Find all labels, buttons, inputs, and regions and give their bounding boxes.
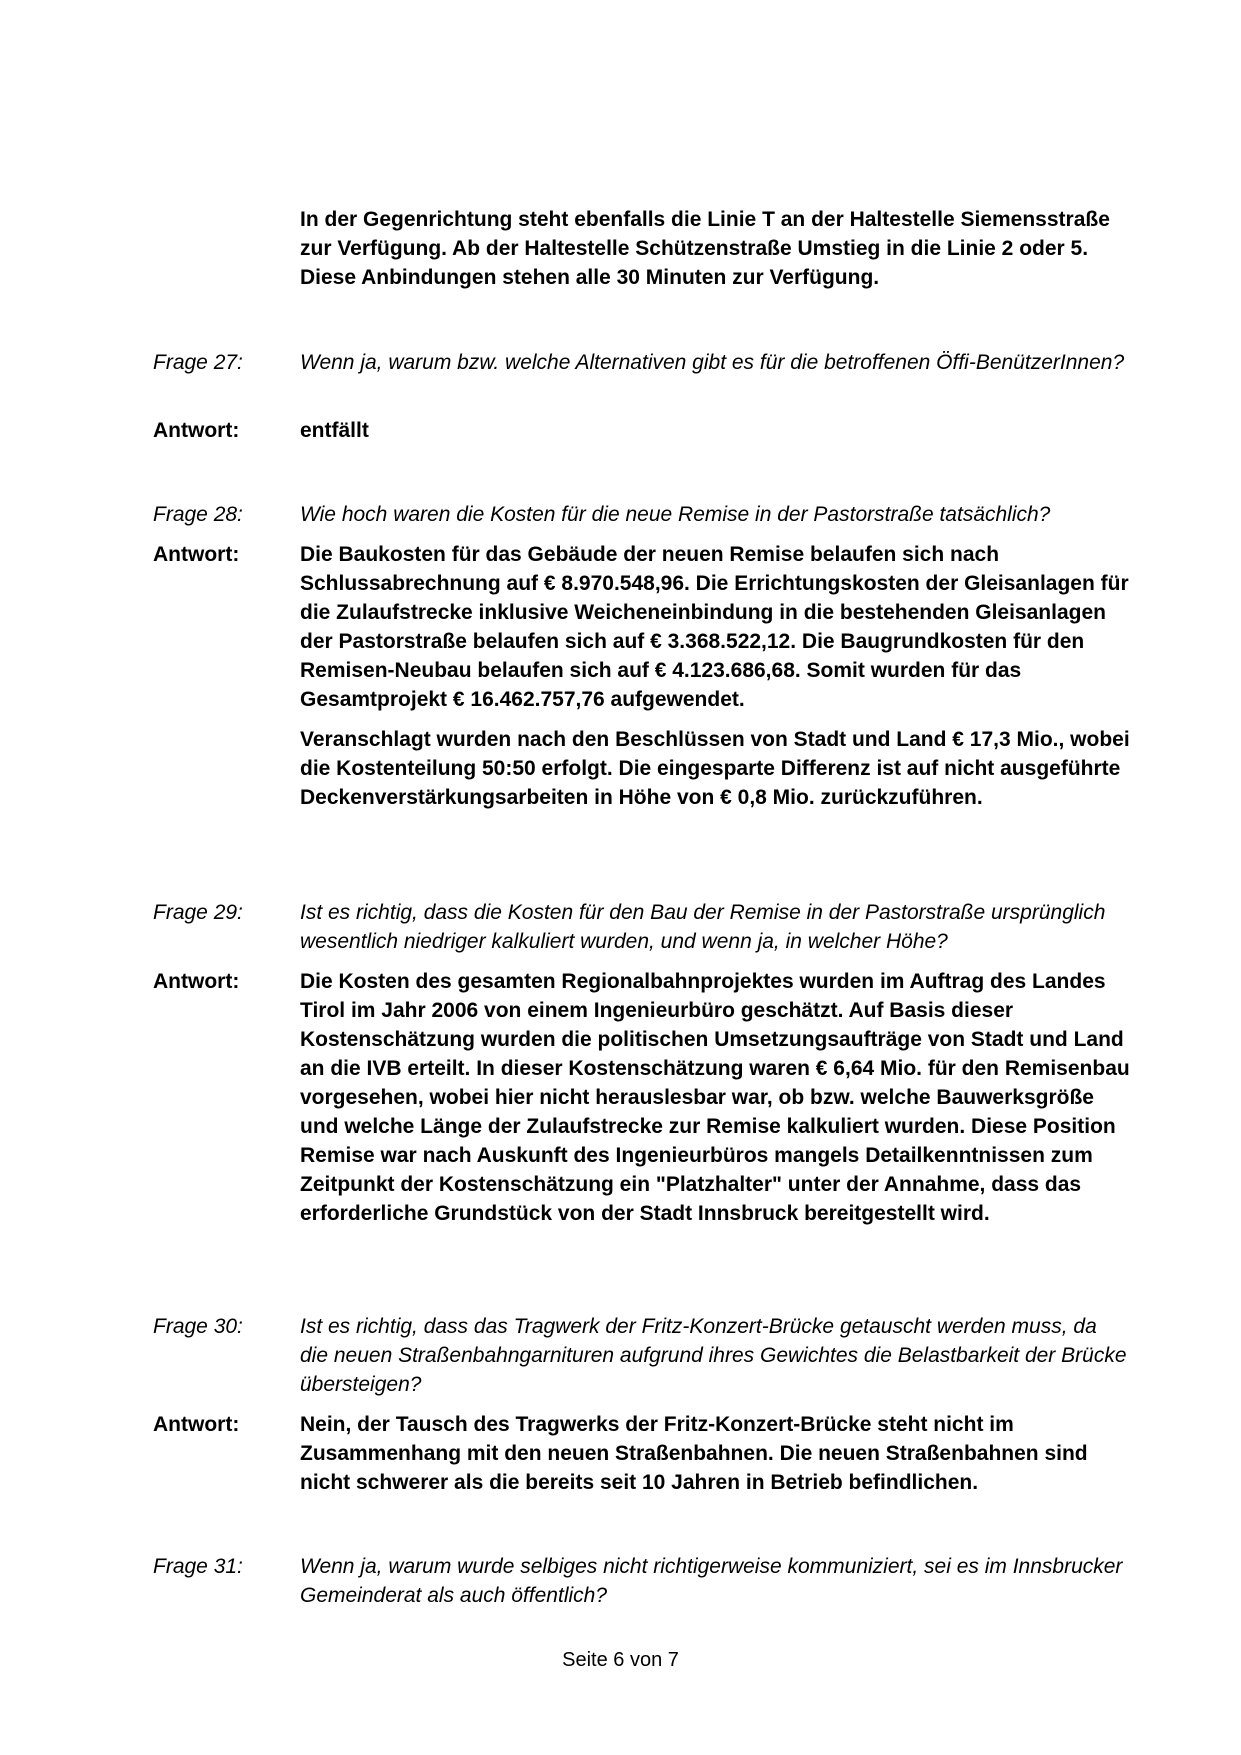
answer-text-29 (300, 967, 1130, 1228)
intro-text: In der Gegenrichtung steht ebenfalls die Linie T an der Haltestelle Siemensstraße zur Verfügung. Ab der Haltestelle Schützenstraße Umstieg in die Linie 2 oder 5. Diese Anbindungen stehen alle 30 Minuten zur Verfügung. (300, 208, 1110, 289)
question-text-28: Wie hoch waren die Kosten für die neue Remise in der Pastorstraße tatsächlich? (300, 503, 1051, 526)
question-text-30: Ist es richtig, dass das Tragwerk der Fritz-Konzert-Brücke getauscht werden muss, da die neuen Straßenbahngarnituren aufgrund ihres Gewichtes die Belastbarkeit der Brücke übersteigen? (300, 1315, 1127, 1396)
answer-text-28 (300, 540, 1130, 812)
answer-text-30 (300, 1410, 1130, 1497)
question-label-30: Frage 30: (153, 1315, 243, 1338)
answer-paragraph: Nein, der Tausch des Tragwerks der Fritz-Konzert-Brücke steht nicht im Zusammenhang mit den neuen Straßenbahnen. Die neuen Straßenbahnen sind nicht schwerer als die bereits seit 10 Jahren in Betrieb befindlichen. (300, 1413, 1088, 1494)
answer-label-29: Antwort: (153, 970, 240, 993)
page-number-footer: Seite 6 von 7 (562, 1649, 679, 1671)
question-label-27: Frage 27: (153, 351, 243, 374)
answer-paragraph: Die Kosten des gesamten Regionalbahnprojektes wurden im Auftrag des Landes Tirol im Jahr 2006 von einem Ingenieurbüro geschätzt. Auf Basis dieser Kostenschätzung wurden die politischen Umsetzungsaufträge von Stadt und Land an die IVB erteilt. In dieser Kostenschätzung waren € 6,64 Mio. für den Remisenbau vorgesehen, wobei hier nicht herauslesbar war, ob bzw. welche Bauwerksgröße und welche Länge der Zulaufstrecke zur Remise kalkuliert wurden. Diese Position Remise war nach Auskunft des Ingenieurbüros mangels Detailkenntnissen zum Zeitpunkt der Kostenschätzung ein "Platzhalter" unter der Annahme, dass das erforderliche Grundstück von der Stadt Innsbruck bereitgestellt wird. (300, 970, 1130, 1225)
answer-paragraph: entfällt (300, 419, 369, 442)
answer-text-27 (300, 416, 1130, 445)
answer-label-28: Antwort: (153, 543, 240, 566)
answer-label-30: Antwort: (153, 1413, 240, 1436)
question-label-28: Frage 28: (153, 503, 243, 526)
question-text-29: Ist es richtig, dass die Kosten für den Bau der Remise in der Pastorstraße ursprünglich wesentlich niedriger kalkuliert wurden, und wenn ja, in welcher Höhe? (300, 901, 1106, 953)
intro-paragraph (300, 205, 1130, 292)
answer-label-27: Antwort: (153, 419, 240, 442)
question-label-29: Frage 29: (153, 901, 243, 924)
question-text-27: Wenn ja, warum bzw. welche Alternativen gibt es für die betroffenen Öffi-BenützerInnen? (300, 351, 1125, 374)
question-text-31: Wenn ja, warum wurde selbiges nicht richtigerweise kommuniziert, sei es im Innsbrucker Gemeinderat als auch öffentlich? (300, 1555, 1123, 1607)
answer-paragraph: Veranschlagt wurden nach den Beschlüssen von Stadt und Land € 17,3 Mio., wobei die Kostenteilung 50:50 erfolgt. Die eingesparte Differenz ist auf nicht ausgeführte Deckenverstärkungsarbeiten in Höhe von € 0,8 Mio. zurückzuführen. (300, 728, 1130, 809)
answer-paragraph: Die Baukosten für das Gebäude der neuen Remise belaufen sich nach Schlussabrechnung auf € 8.970.548,96. Die Errichtungskosten der Gleisanlagen für die Zulaufstrecke inklusive Weicheneinbindung in die bestehenden Gleisanlagen der Pastorstraße belaufen sich auf € 3.368.522,12. Die Baugrundkosten für den Remisen-Neubau belaufen sich auf € 4.123.686,68. Somit wurden für das Gesamtprojekt € 16.462.757,76 aufgewendet. (300, 543, 1129, 711)
question-label-31: Frage 31: (153, 1555, 243, 1578)
